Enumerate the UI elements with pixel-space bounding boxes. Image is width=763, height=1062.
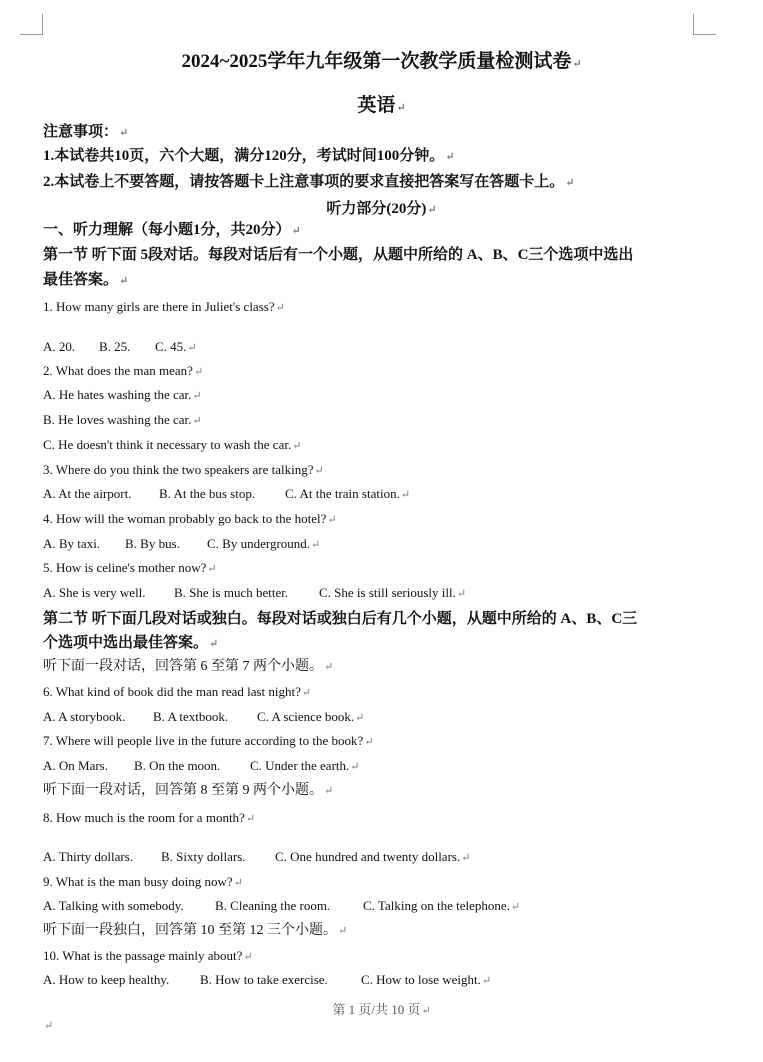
question: 7. Where will people live in the future according to the book?↵ (43, 733, 374, 748)
crop-mark-top-left (20, 14, 43, 35)
option: B. How to take exercise. (200, 972, 328, 987)
options-row: A. Talking with somebody. B. Cleaning the room. C. Talking on the telephone.↵ (43, 898, 521, 913)
option: B. By bus. (125, 536, 180, 551)
option: C. How to lose weight. (361, 972, 481, 987)
option: B. Sixty dollars. (161, 849, 246, 864)
option: B. 25. (99, 339, 131, 354)
options-row: A. By taxi. B. By bus. C. By underground.↵ (43, 536, 321, 551)
options-row: A. A storybook. B. A textbook. C. A science book.↵ (43, 709, 365, 724)
options-row: A. Thirty dollars. B. Sixty dollars. C. One hundred and twenty dollars.↵ (43, 849, 471, 864)
option: C. Under the earth. (250, 758, 350, 773)
option: B. He loves washing the car.↵ (43, 412, 202, 427)
question: 1. How many girls are there in Juliet's class?↵ (43, 299, 285, 314)
jie2-instruction-cont: 个选项中选出最佳答案。↵ (43, 635, 219, 651)
option: A. By taxi. (43, 536, 101, 551)
options-row: A. How to keep healthy. B. How to take exercise. C. How to lose weight.↵ (43, 972, 492, 987)
option: C. He doesn't think it necessary to wash the car.↵ (43, 437, 302, 452)
option: C. 45. (155, 339, 187, 354)
option: B. A textbook. (153, 709, 229, 724)
exam-title: 2024~2025学年九年级第一次教学质量检测试卷↵ (181, 51, 582, 72)
option: A. Thirty dollars. (43, 849, 134, 864)
option: B. On the moon. (134, 758, 221, 773)
option: C. She is still seriously ill. (319, 585, 456, 600)
page-footer: 第 1 页/共 10 页↵ (332, 1002, 431, 1017)
option: B. She is much better. (174, 585, 289, 600)
question: 6. What kind of book did the man read last night?↵ (43, 684, 312, 699)
subject-title: 英语↵ (357, 95, 406, 116)
question: 8. How much is the room for a month?↵ (43, 810, 256, 825)
option: C. By underground. (207, 536, 311, 551)
question: 10. What is the passage mainly about?↵ (43, 948, 253, 963)
option: A. He hates washing the car.↵ (43, 387, 202, 402)
jie1-instruction-cont: 最佳答案。↵ (43, 272, 129, 288)
jie2-instruction: 第二节 听下面几段对话或独白。每段对话或独白后有几个小题，从题中所给的 A、B、C三 (43, 611, 638, 627)
question: 5. How is celine's mother now?↵ (43, 560, 217, 575)
option: C. A science book. (257, 709, 355, 724)
option: A. Talking with somebody. (43, 898, 184, 913)
option: A. At the airport. (43, 486, 132, 501)
option: A. A storybook. (43, 709, 126, 724)
listen-instruction: 听下面一段独白，回答第 10 至第 12 三个小题。↵ (43, 923, 348, 938)
jie1-instruction: 第一节 听下面 5段对话。每段对话后有一个小题，从题中所给的 A、B、C三个选项中选出 (43, 247, 634, 263)
options-row: A. On Mars. B. On the moon. C. Under the earth.↵ (43, 758, 360, 773)
option: B. At the bus stop. (159, 486, 256, 501)
option: A. 20. (43, 339, 76, 354)
options-row: A. She is very well. B. She is much better. C. She is still seriously ill.↵ (43, 585, 467, 600)
listen-instruction: 听下面一段对话，回答第 8 至第 9 两个小题。↵ (43, 783, 334, 798)
option: C. At the train station. (285, 486, 400, 501)
notice-item: 1.本试卷共10页，六个大题，满分120分，考试时间100分钟。↵ (43, 148, 455, 164)
question: 3. Where do you think the two speakers are talking?↵ (43, 462, 324, 477)
section-heading: 一、听力理解（每小题1分，共20分）↵ (43, 222, 301, 238)
paragraph-mark: ↵ (44, 1020, 54, 1032)
option: A. She is very well. (43, 585, 146, 600)
listen-instruction: 听下面一段对话，回答第 6 至第 7 两个小题。↵ (43, 659, 334, 674)
crop-mark-top-right (693, 14, 716, 35)
option: A. How to keep healthy. (43, 972, 170, 987)
options-row: A. At the airport. B. At the bus stop. C. At the train station.↵ (43, 486, 411, 501)
option: C. One hundred and twenty dollars. (275, 849, 461, 864)
options-row: A. 20. B. 25. C. 45.↵ (43, 339, 197, 354)
question: 2. What does the man mean?↵ (43, 363, 204, 378)
option: C. Talking on the telephone. (363, 898, 510, 913)
question: 9. What is the man busy doing now?↵ (43, 874, 243, 889)
part-title: 听力部分(20分)↵ (326, 201, 437, 217)
question: 4. How will the woman probably go back to the hotel?↵ (43, 511, 337, 526)
option: B. Cleaning the room. (215, 898, 331, 913)
notice-heading: 注意事项：↵ (43, 124, 129, 140)
notice-item: 2.本试卷上不要答题，请按答题卡上注意事项的要求直接把答案写在答题卡上。↵ (43, 174, 575, 190)
option: A. On Mars. (43, 758, 108, 773)
